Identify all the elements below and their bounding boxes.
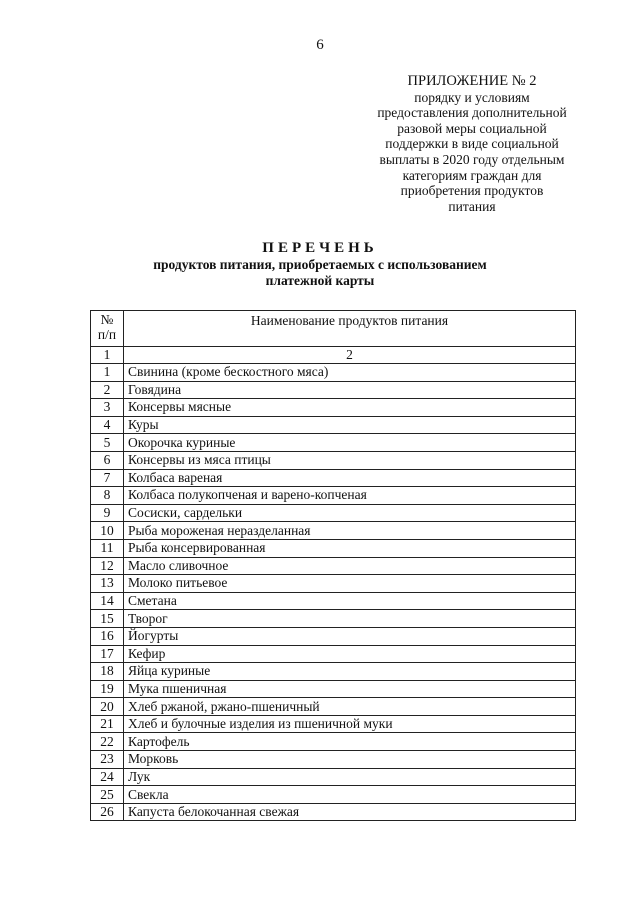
row-number-cell: 10 (91, 522, 124, 540)
row-number-cell: 14 (91, 592, 124, 610)
row-number-cell: 11 (91, 539, 124, 557)
product-name-cell: Мука пшеничная (124, 680, 576, 698)
product-name-cell: Капуста белокочанная свежая (124, 803, 576, 821)
row-number-cell: 18 (91, 663, 124, 681)
list-title-block (0, 240, 640, 288)
product-name-cell: Сосиски, сардельки (124, 504, 576, 522)
product-name-cell: Творог (124, 610, 576, 628)
table-row (91, 539, 576, 557)
products-table (90, 310, 576, 821)
row-number-cell: 2 (91, 381, 124, 399)
table-row (91, 733, 576, 751)
table-row (91, 768, 576, 786)
product-name-cell: Консервы мясные (124, 399, 576, 417)
appendix-line: разовой меры социальной (397, 120, 547, 136)
table-row (91, 645, 576, 663)
row-number-cell: 19 (91, 680, 124, 698)
product-name-cell: Колбаса вареная (124, 469, 576, 487)
table-row (91, 451, 576, 469)
product-name-cell: Яйца куриные (124, 663, 576, 681)
appendix-line: порядку и условиям (414, 89, 530, 105)
header-name-cell: Наименование продуктов питания (124, 311, 576, 347)
row-number-cell: 22 (91, 733, 124, 751)
product-name-cell: Консервы из мяса птицы (124, 451, 576, 469)
row-number-cell: 16 (91, 627, 124, 645)
table-row (91, 557, 576, 575)
table-body (91, 364, 576, 821)
table-row (91, 364, 576, 382)
row-number-cell: 15 (91, 610, 124, 628)
table-row (91, 434, 576, 452)
product-name-cell: Морковь (124, 751, 576, 769)
list-subtitle-line-1: продуктов питания, приобретаемых с использованием (153, 257, 487, 272)
row-number-cell: 23 (91, 751, 124, 769)
appendix-line: поддержки в виде социальной (385, 136, 559, 152)
table-row (91, 680, 576, 698)
header-number-sublabel: п/п (97, 327, 117, 342)
column-index-2: 2 (124, 347, 576, 364)
page-number: 6 (316, 37, 324, 53)
product-name-cell: Хлеб и булочные изделия из пшеничной муки (124, 715, 576, 733)
product-name-cell: Сметана (124, 592, 576, 610)
row-number-cell: 4 (91, 416, 124, 434)
table-column-index-row (91, 347, 576, 364)
table-row (91, 627, 576, 645)
table-row (91, 504, 576, 522)
appendix-title: ПРИЛОЖЕНИЕ № 2 (407, 73, 537, 89)
row-number-cell: 25 (91, 786, 124, 804)
row-number-cell: 9 (91, 504, 124, 522)
table-row (91, 592, 576, 610)
table-row (91, 381, 576, 399)
product-name-cell: Окорочка куриные (124, 434, 576, 452)
table-row (91, 522, 576, 540)
product-name-cell: Масло сливочное (124, 557, 576, 575)
product-name-cell: Лук (124, 768, 576, 786)
appendix-line: питания (448, 198, 496, 214)
table-row (91, 416, 576, 434)
product-name-cell: Колбаса полукопченая и варено-копченая (124, 487, 576, 505)
table-row (91, 610, 576, 628)
table-row (91, 786, 576, 804)
appendix-line: предоставления дополнительной (377, 105, 567, 121)
list-title: ПЕРЕЧЕНЬ (262, 240, 378, 256)
product-name-cell: Говядина (124, 381, 576, 399)
table-row (91, 487, 576, 505)
product-name-cell: Кефир (124, 645, 576, 663)
appendix-line: категориям граждан для (402, 167, 542, 183)
appendix-line: выплаты в 2020 году отдельным (379, 151, 565, 167)
row-number-cell: 20 (91, 698, 124, 716)
table-row (91, 751, 576, 769)
appendix-header (362, 74, 582, 214)
product-name-cell: Рыба консервированная (124, 539, 576, 557)
list-subtitle-line-2: платежной карты (265, 272, 375, 288)
row-number-cell: 21 (91, 715, 124, 733)
row-number-cell: 7 (91, 469, 124, 487)
row-number-cell: 17 (91, 645, 124, 663)
product-name-cell: Свинина (кроме бескостного мяса) (124, 364, 576, 382)
table-row (91, 469, 576, 487)
header-number-cell (91, 311, 124, 347)
product-name-cell: Молоко питьевое (124, 575, 576, 593)
row-number-cell: 6 (91, 451, 124, 469)
row-number-cell: 8 (91, 487, 124, 505)
row-number-cell: 12 (91, 557, 124, 575)
product-name-cell: Куры (124, 416, 576, 434)
row-number-cell: 1 (91, 364, 124, 382)
row-number-cell: 24 (91, 768, 124, 786)
product-name-cell: Рыба мороженая неразделанная (124, 522, 576, 540)
table-row (91, 575, 576, 593)
product-name-cell: Свекла (124, 786, 576, 804)
table-row (91, 399, 576, 417)
table-header-row (91, 311, 576, 347)
row-number-cell: 13 (91, 575, 124, 593)
table-row (91, 715, 576, 733)
product-name-cell: Картофель (124, 733, 576, 751)
table-row (91, 663, 576, 681)
table-row (91, 698, 576, 716)
row-number-cell: 3 (91, 399, 124, 417)
row-number-cell: 5 (91, 434, 124, 452)
product-name-cell: Йогурты (124, 627, 576, 645)
table-row (91, 803, 576, 821)
product-name-cell: Хлеб ржаной, ржано-пшеничный (124, 698, 576, 716)
appendix-line: приобретения продуктов (400, 183, 544, 199)
column-index-1: 1 (91, 347, 124, 364)
row-number-cell: 26 (91, 803, 124, 821)
header-number-label: № (100, 312, 114, 327)
